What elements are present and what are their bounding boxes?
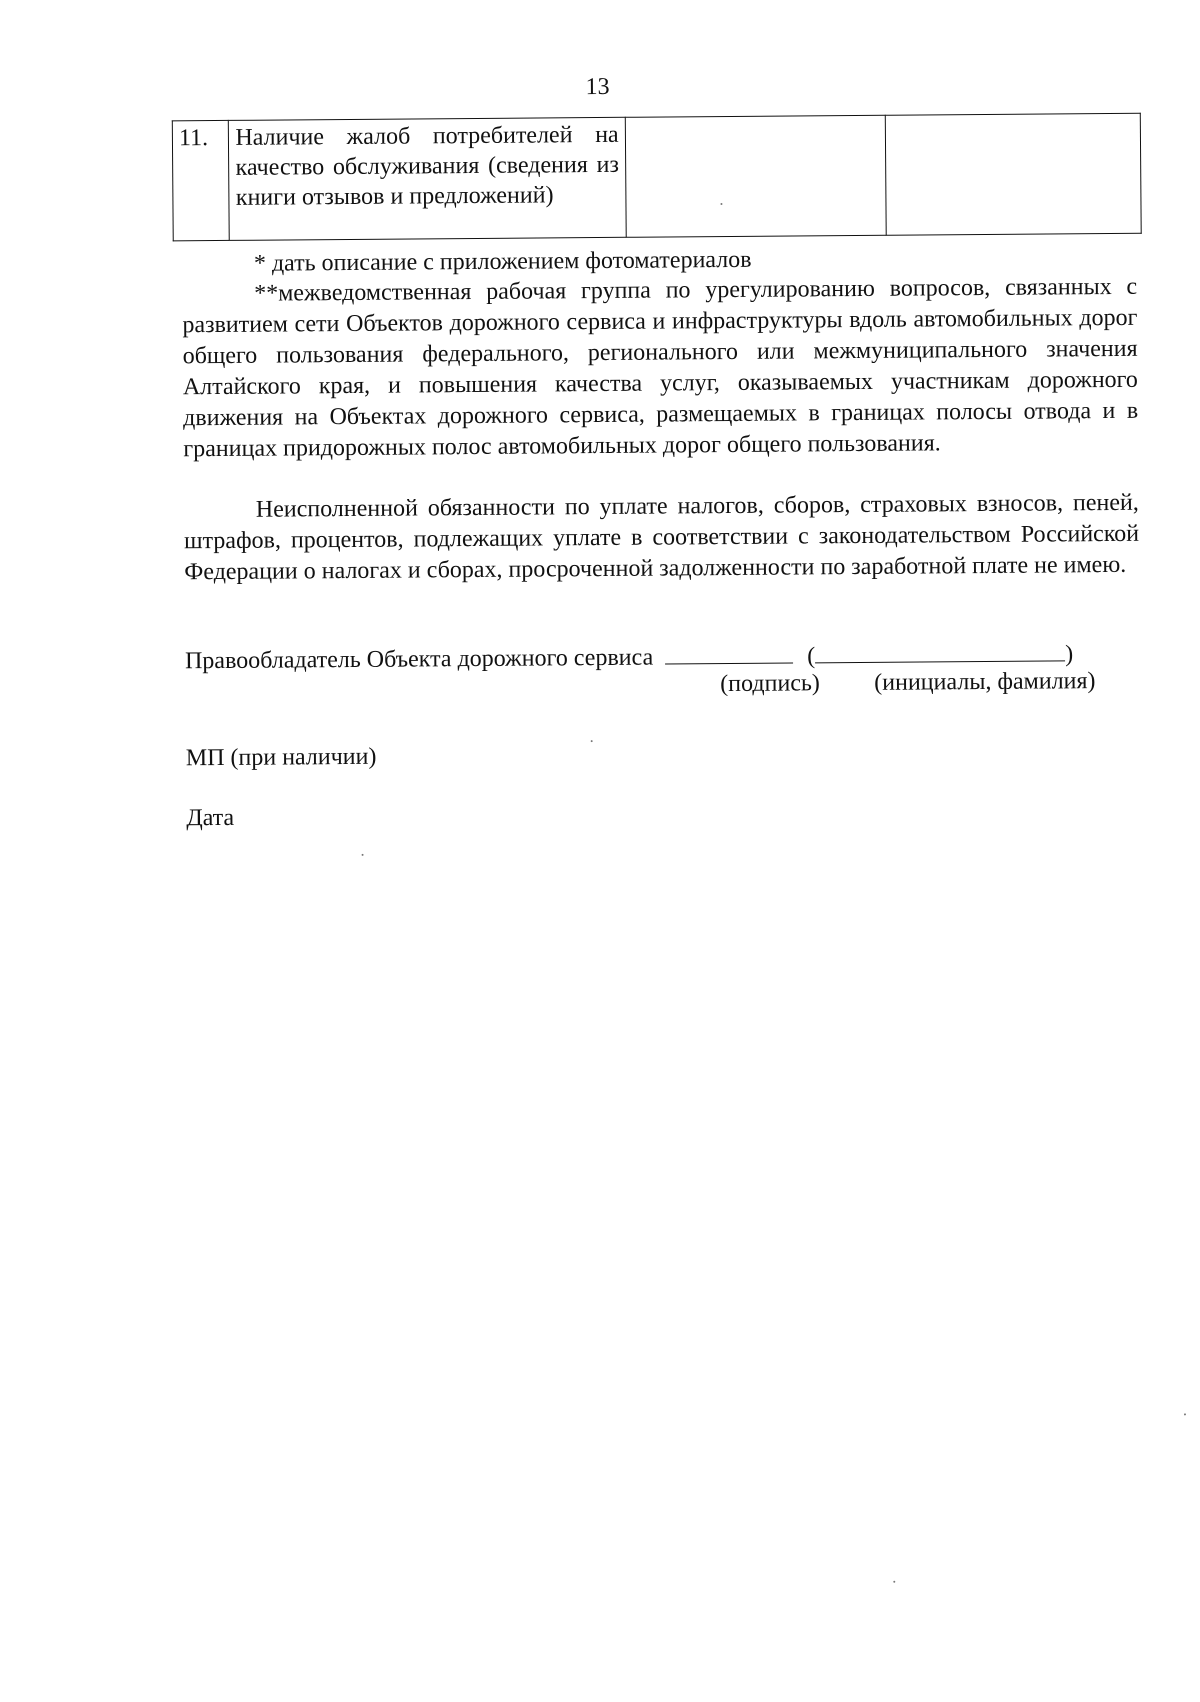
scan-speck — [1184, 1413, 1186, 1415]
stamp-label: МП (при наличии) — [185, 743, 377, 772]
date-label: Дата — [186, 804, 235, 832]
table-row — [172, 113, 1141, 241]
signature-label: Правообладатель Объекта дорожного сервиса — [184, 644, 654, 675]
row-number: 11. — [172, 120, 229, 240]
row-value-cell — [625, 115, 886, 237]
scan-speck — [720, 203, 722, 205]
open-paren: ( — [807, 643, 816, 670]
footnote-working-group: **межведомственная рабочая группа по урегулированию вопросов, связанных с развитием сети Объектов дорожного сервиса и инфраструктуры вдоль автомобильных дорог общего пользования федерального, регионального или межмуниципального значения Алтайского края, и повышения качества услуг, оказываемых участникам дорожного движения на Объектах дорожного сервиса, размещаемых в границах полосы отвода и в границах придорожных полос автомобильных дорог общего пользования. — [182, 273, 1139, 463]
criteria-table — [172, 113, 1142, 242]
scan-speck — [362, 854, 364, 856]
name-blank — [815, 638, 1065, 663]
tax-declaration: Неисполненной обязанности по уплате налогов, сборов, страховых взносов, пеней, штрафов, процентов, подлежащих уплате в соответствии с законодательством Российской Федерации о налогах и сборах, просроченной задолженности по заработной плате не имею. — [183, 489, 1140, 586]
page-number: 13 — [585, 73, 610, 101]
close-paren: ) — [1065, 641, 1074, 668]
signature-blank — [665, 640, 793, 664]
name-caption: (инициалы, фамилия) — [874, 668, 1096, 696]
signature-caption: (подпись) — [720, 670, 820, 698]
scan-speck — [591, 740, 593, 742]
footnote-photo: * дать описание с приложением фотоматериалов — [253, 246, 752, 277]
row-criterion: Наличие жалоб потребителей на качество обслуживания (сведения из книги отзывов и предложений) — [229, 117, 626, 240]
row-note-cell — [885, 113, 1141, 235]
scan-speck — [893, 1581, 895, 1583]
